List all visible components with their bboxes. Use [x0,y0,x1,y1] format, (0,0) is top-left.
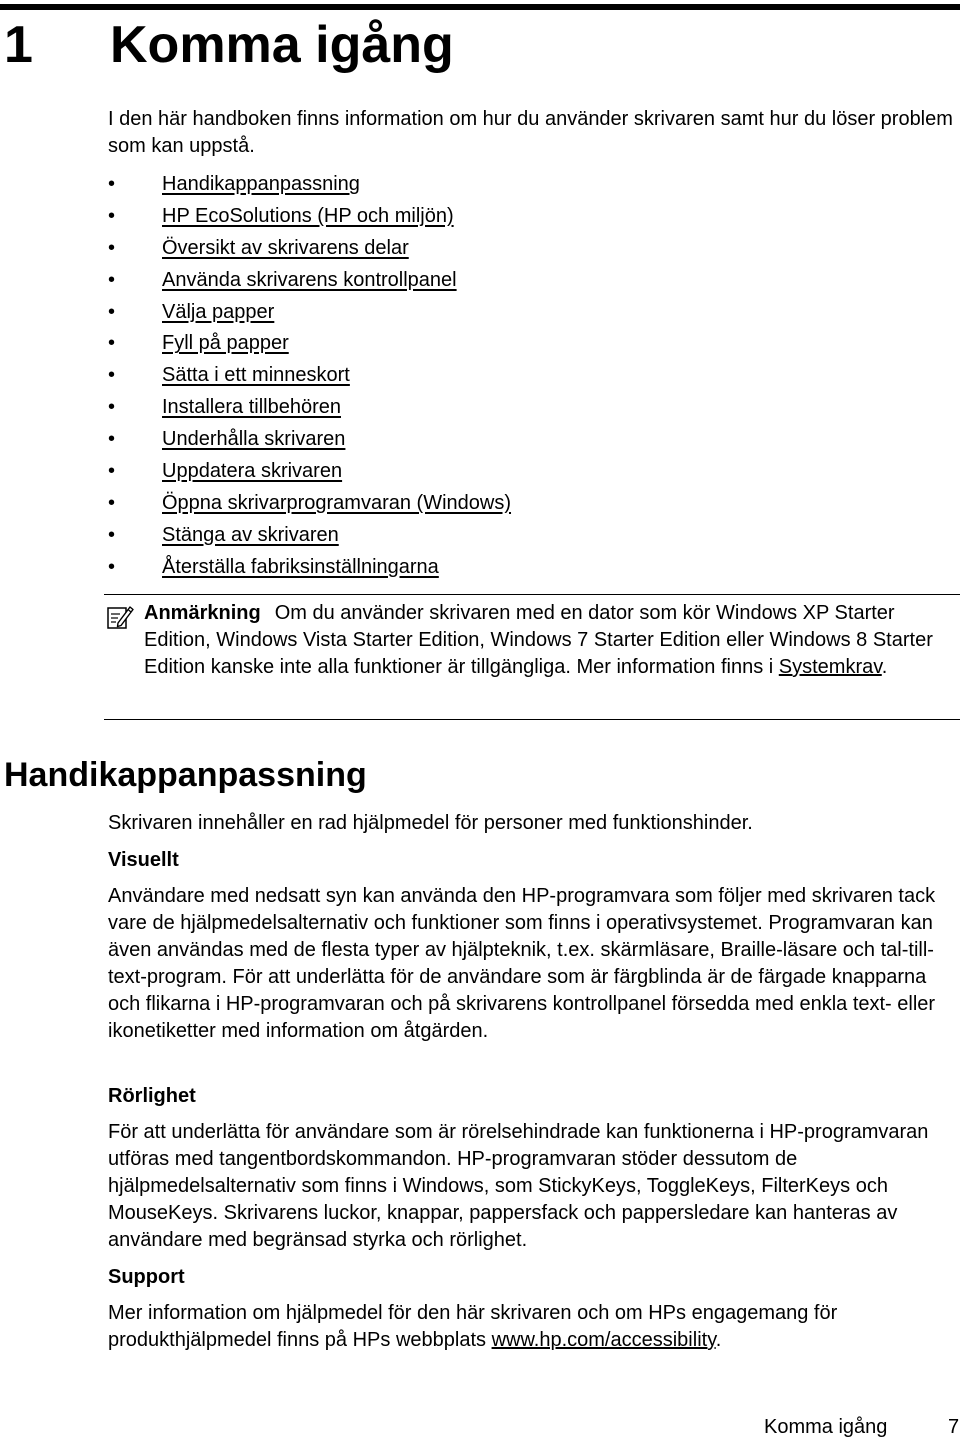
toc-link-oversikt[interactable]: Översikt av skrivarens delar [162,236,409,259]
toc-item [108,200,908,232]
toc-item [108,551,908,583]
toc-link-hp-ecosolutions[interactable]: HP EcoSolutions (HP och miljön) [162,204,454,227]
section-lead: Skrivaren innehåller en rad hjälpmedel för personer med funktionshinder. [108,812,753,834]
section-heading: Handikappanpassning [4,756,367,794]
bullet: • [108,555,116,578]
toc-link-fyll-pa-papper[interactable]: Fyll på papper [162,332,289,355]
systemkrav-link[interactable]: Systemkrav [778,656,882,678]
support-text: Mer information om hjälpmedel för den här skrivaren och om HPs engagemang för produkthjälpmedel finns på HPs webbplats [108,1302,838,1351]
bullet: • [108,460,116,483]
toc-link-kontrollpanel[interactable]: Använda skrivarens kontrollpanel [162,268,457,291]
mobility-paragraph: För att underlätta för användare som är rörelsehindrade kan funktionerna i HP-programvaran utföras med tangentbordskommandon. HP-programvaran stöder dessutom de hjälpmedelsalternativ som finns i Windows, som StickyKeys, ToggleKeys, FilterKeys och MouseKeys. Skrivarens luckor, knappar, pappersfack och pappersledare kan hanteras av användare med begränsad styrka och rörlighet. [108,1121,929,1251]
toc-item [108,487,908,519]
toc-item [108,455,908,487]
note-end: . [881,656,888,678]
chapter-title-text: Komma igång [110,16,454,74]
note-box [104,594,960,720]
chapter-number: 1 [4,16,33,74]
toc-link-underhalla[interactable]: Underhålla skrivaren [162,428,346,451]
bullet: • [108,173,116,195]
note-text [144,600,950,681]
toc-item [108,359,908,391]
bullet: • [108,300,116,323]
footer-chapter-label: Komma igång [764,1416,888,1438]
bullet: • [108,268,116,291]
top-rule [0,4,960,10]
note-pencil-icon [106,603,134,631]
toc-item [108,296,908,328]
toc-item [108,264,908,296]
support-end: . [715,1329,722,1351]
visual-heading: Visuellt [108,849,179,871]
page-number: 7 [948,1416,960,1438]
toc-link-uppdatera[interactable]: Uppdatera skrivaren [162,460,343,483]
chapter-toc [108,168,908,583]
note-label: Anmärkning [144,602,261,624]
bullet: • [108,204,116,227]
chapter-title [4,14,454,76]
bullet: • [108,364,116,387]
accessibility-link[interactable]: www.hp.com/accessibility [491,1329,716,1351]
toc-link-valja-papper[interactable]: Välja papper [162,300,275,323]
mobility-heading: Rörlighet [108,1085,196,1107]
bullet: • [108,523,116,546]
toc-link-minneskort[interactable]: Sätta i ett minneskort [162,364,350,387]
toc-link-stanga-av[interactable]: Stänga av skrivaren [162,523,339,546]
note-body: Om du använder skrivaren med en dator som kör Windows XP Starter Edition, Windows Vista Starter Edition, Windows 7 Starter Edition eller Windows 8 Starter Edition kanske inte alla funktioner är tillgängliga. Mer information finns i [144,602,933,678]
bullet: • [108,396,116,419]
toc-item [108,327,908,359]
intro-paragraph: I den här handboken finns information om hur du använder skrivaren samt hur du löser problem som kan uppstå. [108,108,953,157]
toc-item [108,391,908,423]
toc-item [108,423,908,455]
bullet: • [108,332,116,355]
toc-item [108,232,908,264]
page-footer [764,1414,960,1441]
toc-link-handikappanpassning[interactable]: Handikappanpassning [162,173,360,195]
toc-link-oppna-programvaran[interactable]: Öppna skrivarprogramvaran (Windows) [162,491,512,514]
support-heading: Support [108,1266,185,1288]
toc-item [108,519,908,551]
support-paragraph [108,1300,960,1354]
toc-item [108,168,908,200]
bullet: • [108,491,116,514]
bullet: • [108,428,116,451]
bullet: • [108,236,116,259]
toc-link-tillbehoren[interactable]: Installera tillbehören [162,396,341,419]
visual-paragraph: Användare med nedsatt syn kan använda den HP-programvara som följer med skrivaren tack vare de hjälpmedelsalternativ och funktioner som finns i operativsystemet. Programvaran kan även användas med de flesta typer av hjälpteknik, t.ex. skärmläsare, Braille-läsare och tal-till-text-program. För att underlätta för de användare som är färgblinda är de färgade knapparna och flikarna i HP-programvaran och på skrivarens kontrollpanel försedda med enkla text- eller ikonetiketter med information om åtgärden. [108,885,936,1042]
toc-link-aterstalla[interactable]: Återställa fabriksinställningarna [162,555,439,578]
